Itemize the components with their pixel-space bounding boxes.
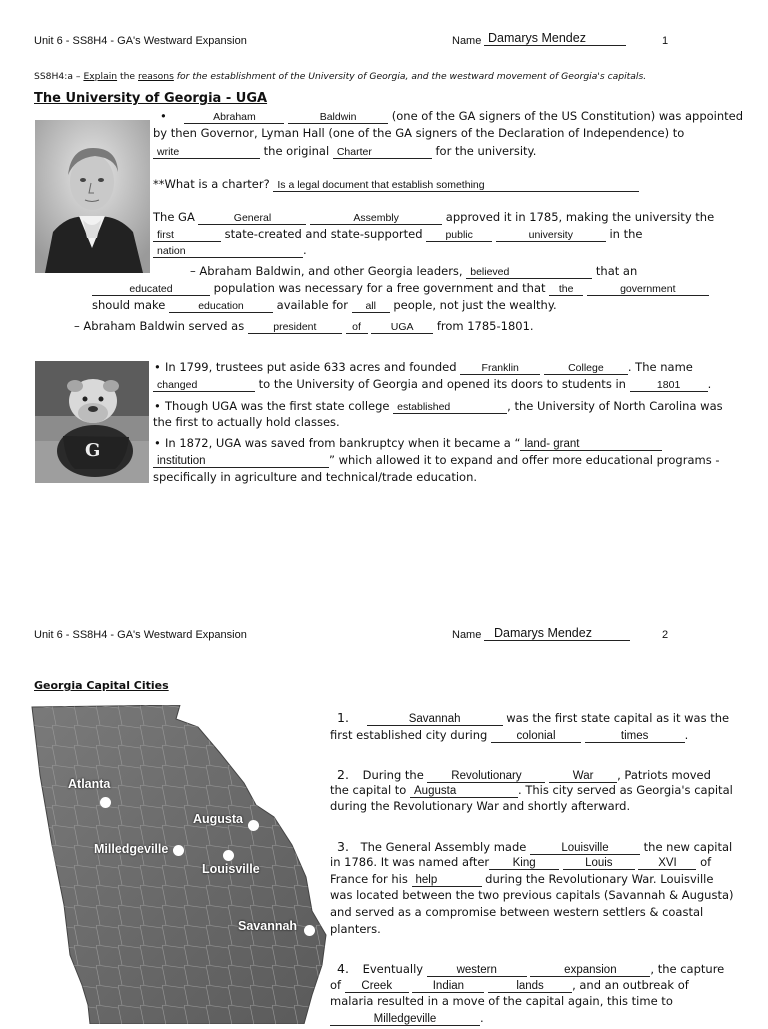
blank-western[interactable]: western <box>427 964 527 977</box>
baldwin-paragraph: • Abraham Baldwin (one of the GA signers of the US Constitution) was appointed <box>160 109 744 123</box>
question-3-line-6: planters. <box>330 922 381 936</box>
blank-creek[interactable]: Creek <box>345 980 409 993</box>
blank-expansion[interactable]: expansion <box>530 964 650 977</box>
blank-milledgeville[interactable]: Milledgeville <box>330 1013 480 1026</box>
charter-question: **What is a charter? Is a legal document that establish something <box>153 176 639 193</box>
page-header-title: Unit 6 - SS8H4 - GA's Westward Expansion <box>34 629 247 641</box>
section-title-uga: The University of Georgia - UGA <box>34 91 268 106</box>
bullet-franklin-college-line-1: • In 1799, trustees put aside 633 acres and founded Franklin College . The name <box>154 360 693 374</box>
blank-college[interactable]: College <box>544 362 628 375</box>
bullet-first-state-college-line-1: • Though UGA was the first state college established , the University of North Carolina was <box>154 399 723 413</box>
page-number: 2 <box>662 629 669 641</box>
blank-write[interactable]: write <box>153 146 260 159</box>
city-dot-milledgeville <box>173 845 184 856</box>
blank-land-grant[interactable]: land- grant <box>520 438 662 451</box>
question-3-line-5: and served as a compromise between western settlers & coastal <box>330 905 704 919</box>
blank-uga[interactable]: UGA <box>371 321 433 334</box>
blank-general[interactable]: General <box>198 212 306 225</box>
question-4-line-4: Milledgeville . <box>330 1010 484 1027</box>
abraham-baldwin-portrait <box>35 120 150 273</box>
city-dot-louisville <box>223 850 234 861</box>
georgia-map <box>30 705 330 1024</box>
blank-institution[interactable]: institution <box>153 455 329 468</box>
blank-abraham[interactable]: Abraham <box>184 111 284 124</box>
question-2-line-1: 2. During the Revolutionary War , Patriots moved <box>337 767 711 782</box>
leaders-line-2: educated population was necessary for a free government and that the government <box>92 280 709 297</box>
baldwin-line-3: write the original Charter for the university. <box>153 143 536 160</box>
ga-assembly-line-2: first state-created and state-supported public university in the <box>153 226 642 243</box>
standard-line: SS8H4:a – Explain the reasons for the establishment of the University of Georgia, and the westward movement of Georgia's capitals. <box>34 71 647 82</box>
blank-government[interactable]: government <box>587 283 709 296</box>
question-1-line-2: first established city during colonial times . <box>330 728 689 742</box>
city-label-louisville: Louisville <box>202 862 260 876</box>
blank-university[interactable]: university <box>496 229 606 242</box>
blank-nation[interactable]: nation <box>153 245 303 258</box>
svg-text:G: G <box>85 440 101 461</box>
blank-louis[interactable]: Louis <box>563 857 635 870</box>
blank-changed[interactable]: changed <box>153 379 255 392</box>
uga-bulldog-mascot-photo <box>35 361 149 483</box>
blank-baldwin[interactable]: Baldwin <box>288 111 388 124</box>
city-dot-augusta <box>248 820 259 831</box>
city-label-atlanta: Atlanta <box>68 777 111 791</box>
blank-revolutionary[interactable]: Revolutionary <box>427 770 545 783</box>
blank-first[interactable]: first <box>153 229 221 242</box>
question-4-line-3: malaria resulted in a move of the capital again, this time to <box>330 994 673 1008</box>
blank-war[interactable]: War <box>549 770 617 783</box>
bullet-land-grant-line-3: specifically in agriculture and technical/trade education. <box>153 470 478 484</box>
question-4-line-2: of Creek Indian lands , and an outbreak of <box>330 978 689 992</box>
worksheet-page-2 <box>0 600 768 1024</box>
blank-of[interactable]: of <box>346 321 368 334</box>
bullet-land-grant-line-2: institution ” which allowed it to expand and offer more educational programs - <box>153 452 720 469</box>
city-dot-atlanta <box>100 797 111 808</box>
question-4-line-1: 4. Eventually western expansion , the capture <box>337 961 725 976</box>
blank-assembly[interactable]: Assembly <box>310 212 442 225</box>
blank-all[interactable]: all <box>352 300 390 313</box>
question-3-line-3: France for his help during the Revolutionary War. Louisville <box>330 872 714 886</box>
leaders-line-3: should make education available for all people, not just the wealthy. <box>92 298 557 312</box>
bullet-first-state-college-line-2: the first to actually hold classes. <box>153 415 340 429</box>
city-label-savannah: Savannah <box>238 919 298 933</box>
blank-augusta[interactable]: Augusta <box>410 785 518 798</box>
question-2-line-3: during the Revolutionary War and shortly afterward. <box>330 799 631 813</box>
blank-the[interactable]: the <box>549 283 583 296</box>
blank-charter[interactable]: Charter <box>333 146 432 159</box>
blank-xvi[interactable]: XVI <box>638 857 696 870</box>
page-header-title: Unit 6 - SS8H4 - GA's Westward Expansion <box>34 35 247 47</box>
blank-colonial[interactable]: colonial <box>491 730 581 743</box>
blank-charter-answer[interactable]: Is a legal document that establish something <box>273 179 639 192</box>
blank-established[interactable]: established <box>393 401 507 414</box>
blank-louisville[interactable]: Louisville <box>530 842 640 855</box>
blank-president[interactable]: president <box>248 321 342 334</box>
blank-education[interactable]: education <box>169 300 273 313</box>
baldwin-line-2: by then Governor, Lyman Hall (one of the GA signers of the Declaration of Independence) to <box>153 126 685 140</box>
blank-public[interactable]: public <box>426 229 492 242</box>
ga-assembly-line-3: nation . <box>153 242 307 259</box>
blank-times[interactable]: times <box>585 730 685 743</box>
blank-educated[interactable]: educated <box>92 283 210 296</box>
city-label-augusta: Augusta <box>193 812 243 826</box>
blank-lands[interactable]: lands <box>488 980 572 993</box>
blank-king[interactable]: King <box>489 857 559 870</box>
blank-savannah[interactable]: Savannah <box>367 713 503 726</box>
bullet-land-grant-line-1: • In 1872, UGA was saved from bankruptcy when it became a “ land- grant <box>165 435 662 452</box>
ga-assembly-line-1: The GA General Assembly approved it in 1785, making the university the <box>153 210 715 224</box>
question-1-line-1: 1. Savannah was the first state capital as it was the <box>337 710 730 725</box>
city-dot-savannah <box>304 925 315 936</box>
student-name: Damarys Mendez <box>484 626 630 641</box>
name-label: Name <box>452 629 482 641</box>
leaders-line-1: – Abraham Baldwin, and other Georgia leaders, believed that an <box>190 264 638 278</box>
question-3-line-2: in 1786. It was named after King Louis XVI of <box>330 855 712 869</box>
blank-believed[interactable]: believed <box>466 266 592 279</box>
blank-franklin[interactable]: Franklin <box>460 362 540 375</box>
page-number: 1 <box>662 35 669 47</box>
blank-indian[interactable]: Indian <box>412 980 484 993</box>
question-3-line-4: was located between the two previous capitals (Savannah & Augusta) <box>330 888 734 902</box>
blank-1801[interactable]: 1801 <box>630 379 708 392</box>
name-label: Name <box>452 35 482 47</box>
question-2-line-2: the capital to Augusta . This city served as Georgia's capital <box>330 783 733 797</box>
president-line: – Abraham Baldwin served as president of UGA from 1785-1801. <box>74 319 534 333</box>
section-title-capitals: Georgia Capital Cities <box>34 679 169 692</box>
bullet-franklin-college-line-2: changed to the University of Georgia and opened its doors to students in 1801 . <box>153 376 711 393</box>
blank-help[interactable]: help <box>412 874 482 887</box>
student-name: Damarys Mendez <box>484 31 626 46</box>
city-label-milledgeville: Milledgeville <box>94 842 169 856</box>
question-3-line-1: 3. The General Assembly made Louisville the new capital <box>337 839 733 854</box>
